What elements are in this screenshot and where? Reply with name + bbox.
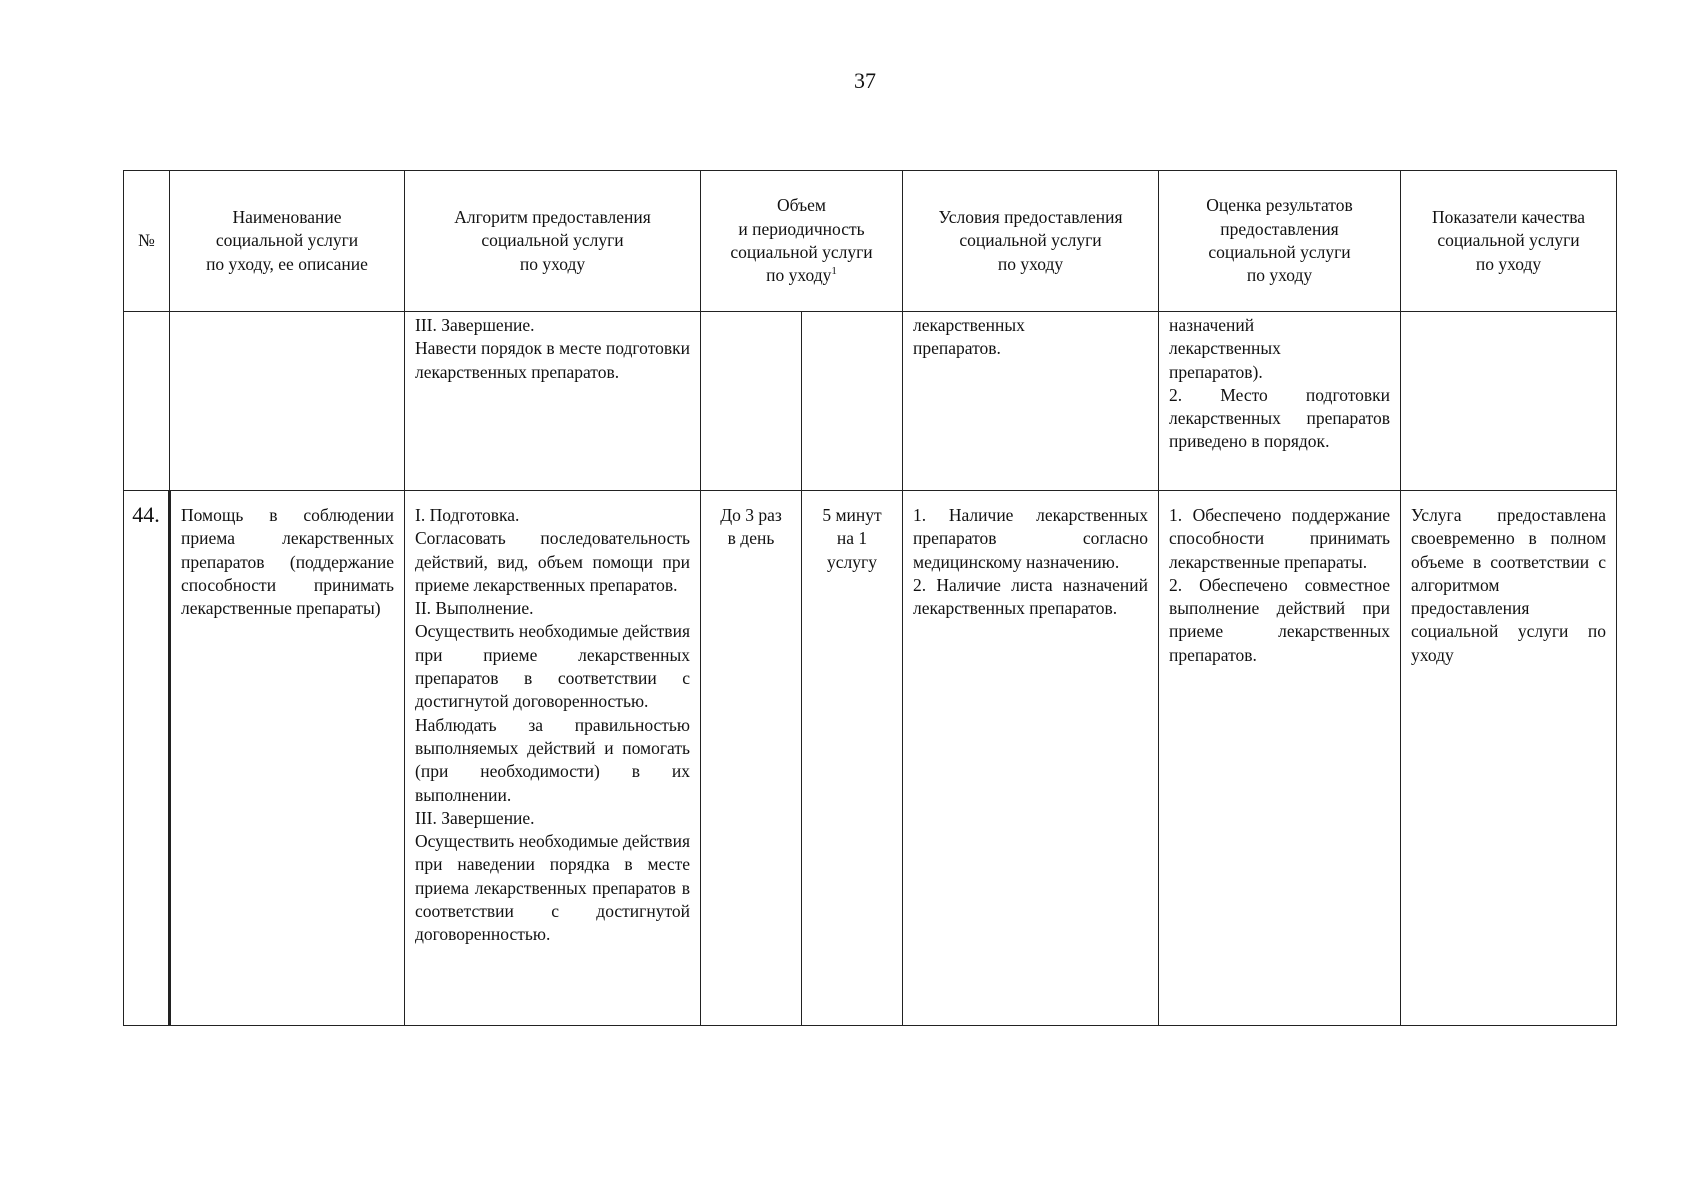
- cell-algorithm: III. Завершение. Навести порядок в месте подготовки лекарственных препаратов.: [405, 312, 701, 491]
- header-volume: Объем и периодичность социальной услуги по уходу$^1$: [701, 171, 903, 312]
- header-name: Наименование социальной услуги по уходу, ее описание: [170, 171, 405, 312]
- header-quality: Показатели качества социальной услуги по уходу: [1401, 171, 1617, 312]
- cell-quality-empty: [1401, 312, 1617, 491]
- footnote-marker: 1: [831, 265, 837, 278]
- page-number: 37: [854, 68, 876, 93]
- header-num: №: [124, 171, 170, 312]
- cell-num: 44.: [124, 491, 170, 1026]
- cell-evaluation: 1. Обеспечено поддержание способности принимать лекарственные препараты. 2. Обеспечено совместное выполнение действий при приеме лекарственных препаратов.: [1159, 491, 1401, 1026]
- table-header-row: [124, 171, 1617, 312]
- header-conditions: Условия предоставления социальной услуги по уходу: [903, 171, 1159, 312]
- header-evaluation: Оценка результатов предоставления социальной услуги по уходу: [1159, 171, 1401, 312]
- cell-algorithm: I. Подготовка. Согласовать последовательность действий, вид, объем помощи при приеме лекарственных препаратов. II. Выполнение. Осуществить необходимые действия при приеме лекарственных препаратов в соответствии с достигнутой договоренностью. Наблюдать за правильностью выполняемых действий и помогать (при необходимости) в их выполнении. III. Завершение. Осуществить необходимые действия при наведении порядка в месте приема лекарственных препаратов в соответствии с достигнутой договоренностью.: [405, 491, 701, 1026]
- cell-periodicity-empty: [802, 312, 903, 491]
- header-algorithm: Алгоритм предоставления социальной услуги по уходу: [405, 171, 701, 312]
- services-table: [123, 170, 1617, 1026]
- cell-periodicity: 5 минут на 1 услугу: [802, 491, 903, 1026]
- cell-name-empty: [170, 312, 405, 491]
- table-row-continued: [124, 312, 1617, 491]
- cell-evaluation: назначений лекарственных препаратов). 2. Место подготовки лекарственных препаратов приведено в порядок.: [1159, 312, 1401, 491]
- cell-name: Помощь в соблюдении приема лекарственных препаратов (поддержание способности принимать лекарственные препараты): [170, 491, 405, 1026]
- cell-conditions: 1. Наличие лекарственных препаратов согласно медицинскому назначению. 2. Наличие листа назначений лекарственных препаратов.: [903, 491, 1159, 1026]
- table-row-44: [124, 491, 1617, 1026]
- cell-num-empty: [124, 312, 170, 491]
- cell-conditions: лекарственных препаратов.: [903, 312, 1159, 491]
- cell-volume: До 3 раз в день: [701, 491, 802, 1026]
- cell-quality: Услуга предоставлена своевременно в полном объеме в соответствии с алгоритмом предоставления социальной услуги по уходу: [1401, 491, 1617, 1026]
- cell-volume-empty: [701, 312, 802, 491]
